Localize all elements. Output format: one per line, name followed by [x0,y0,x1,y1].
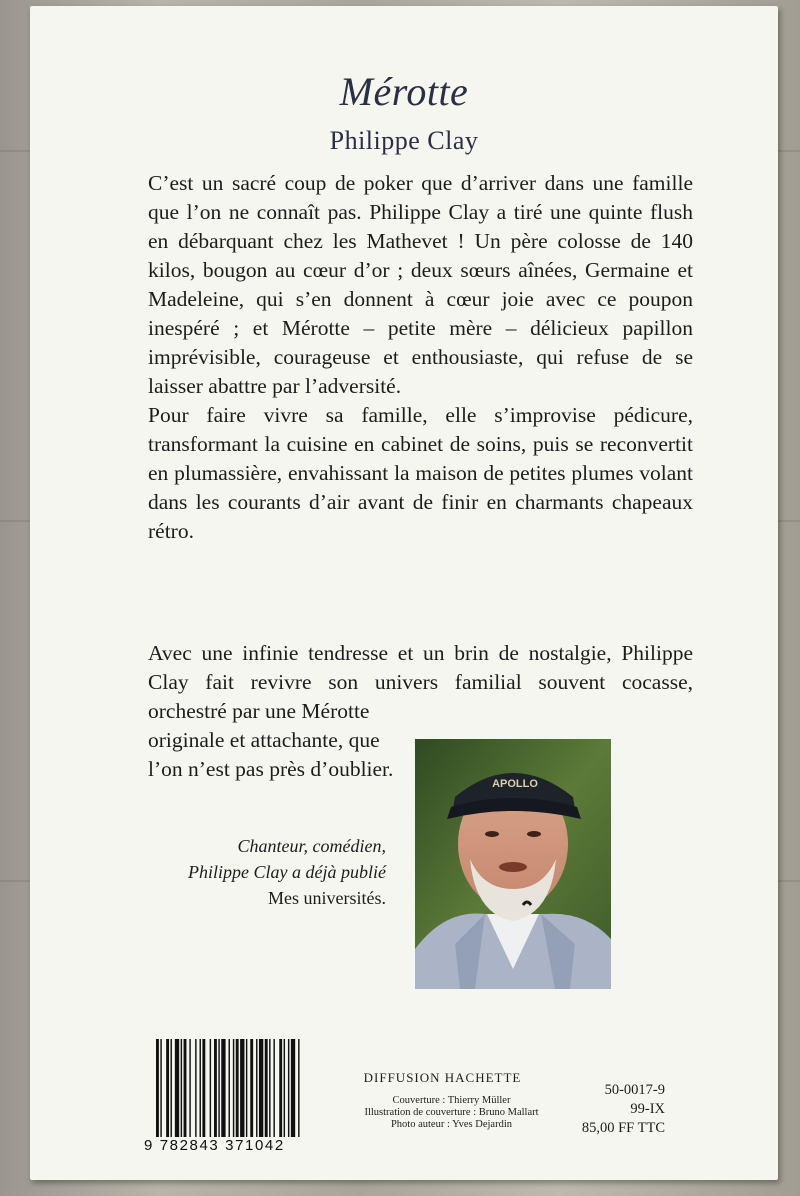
barcode-bar [171,1039,172,1137]
book-author: Philippe Clay [329,126,479,155]
barcode-bar [210,1039,211,1137]
blurb-paragraph-1: C’est un sacré coup de poker que d’arriver dans une famille que l’on ne connaît pas. Philippe Clay a tiré une quinte flush en débarquant chez les Mathevet ! Un père colosse de 140 kilos, bougon au cœur d’or ; deux sœurs aînées, Germaine et Madeleine, qui s’en donnent à cœur joie avec ce poupon inespéré ; et Mérotte – petite mère – délicieux papillon imprévisible, courageuse et enthousiaste, qui refuse de se laisser abattre par l’adversité. [148,171,693,398]
blurb-text [148,169,693,546]
barcode-bar [202,1039,205,1137]
barcode-bar [298,1039,299,1137]
caption-italic: Chanteur, comédien, Philippe Clay a déjà publié [188,836,386,882]
illustration-credit: Illustration de couverture : Bruno Mallart [364,1107,539,1118]
barcode-bar [189,1039,190,1137]
reference-codes [550,1081,665,1138]
barcode-bar [256,1039,257,1137]
barcode-bar [184,1039,187,1137]
barcode-bar [166,1039,169,1137]
barcode-bar [200,1039,201,1137]
barcode-bar [273,1039,274,1137]
barcode-bar [284,1039,285,1137]
barcode-bar [229,1039,230,1137]
barcode-bar [181,1039,182,1137]
barcode-bar [160,1039,161,1137]
caption-book-title: Mes universités. [268,888,386,908]
barcode-bar [236,1039,239,1137]
author-caption [180,833,386,911]
author-photo [415,739,611,989]
author-photo-illustration [415,739,611,989]
barcode-bar [218,1039,219,1137]
closing-paragraph-end: originale et attachante, que l’on n’est pas près d’oublier. [148,728,394,781]
cover-credit: Couverture : Thierry Müller [392,1095,511,1106]
barcode-bar [221,1039,225,1137]
barcode-bar [265,1039,268,1137]
diffusion-label: DIFFUSION HACHETTE [363,1070,522,1085]
barcode-bar [259,1039,263,1137]
barcode-bar [246,1039,247,1137]
price: 85,00 FF TTC [581,1120,665,1136]
barcode-bar [269,1039,270,1137]
barcode-bar [288,1039,289,1137]
barcode-bar [279,1039,282,1137]
book-title: Mérotte [339,69,469,114]
isbn-barcode [144,1039,340,1157]
barcode-bar [250,1039,253,1137]
blurb-paragraph-2: Pour faire vivre sa famille, elle s’improvise pédicure, transformant la cuisine en cabinet de soins, puis se reconvertit en plumassière, envahissant la maison de petites plumes volant dans les courants d’air avant de finir en charmants chapeaux rétro. [148,403,693,543]
barcode-bars [148,1039,340,1137]
reference-number: 50-0017-9 [604,1082,665,1098]
closing-paragraph-start: Avec une infinie tendresse et un brin de nostalgie, Philippe Clay fait revivre son univers familial souvent cocasse, orchestré par une Mérotte [148,641,693,723]
barcode-digits: 9 782843 371042 [144,1137,285,1154]
photo-credit: Photo auteur : Yves Dejardin [390,1119,513,1130]
barcode-bar [233,1039,234,1137]
book-back-cover [30,6,778,1180]
barcode-bar [240,1039,244,1137]
barcode-bar [175,1039,179,1137]
barcode-bar [195,1039,196,1137]
cap-text: APOLLO [492,778,538,790]
barcode-bar [214,1039,217,1137]
barcode-bar [291,1039,295,1137]
barcode-bar [156,1039,159,1137]
credits-block [344,1095,559,1131]
edition-code: 99-IX [630,1101,665,1117]
